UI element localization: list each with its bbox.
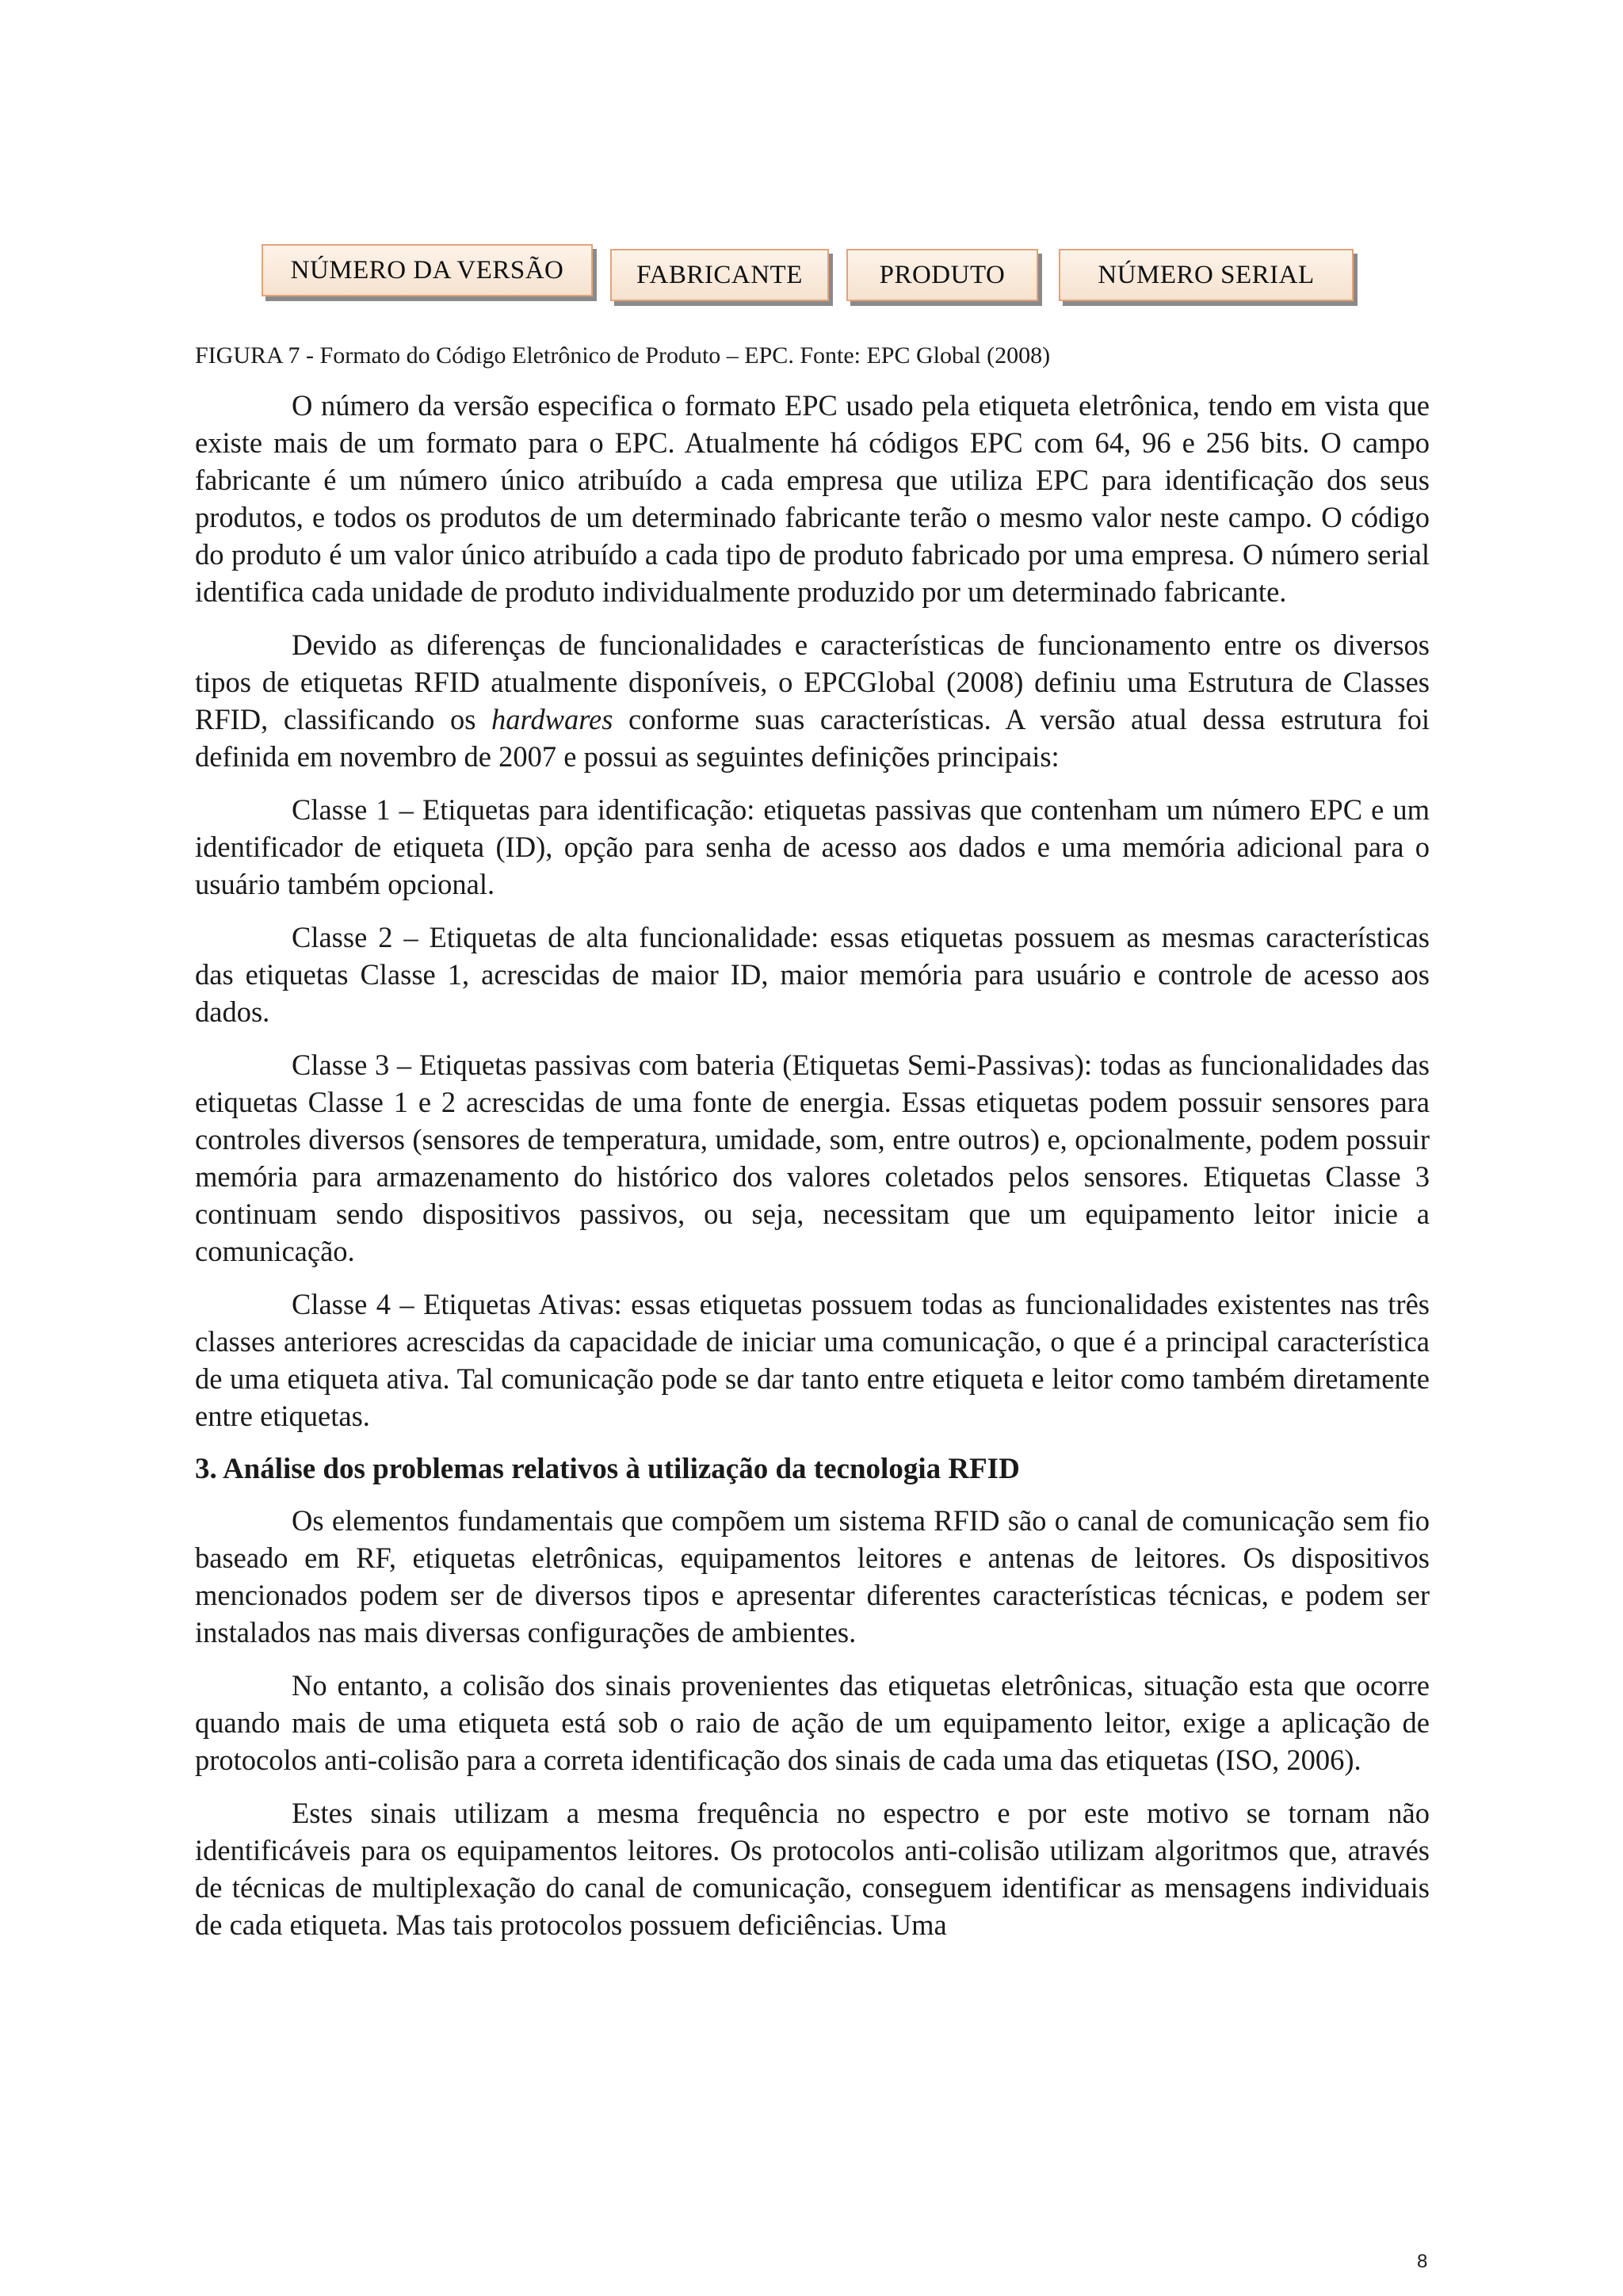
paragraph-signal-collision: No entanto, a colisão dos sinais provenientes das etiquetas eletrônicas, situação esta que ocorre quando mais de uma etiqueta está sob o raio de ação de um equipamento leitor, exige a aplicação de protocolos anti-colisão para a correta identificação dos sinais de cada uma das etiquetas (ISO, 2006). [195,1669,1430,1776]
epc-format-diagram [0,244,1623,308]
paragraph-class-2: Classe 2 – Etiquetas de alta funcionalidade: essas etiquetas possuem as mesmas características das etiquetas Classe 1, acrescidas de maior ID, maior memória para usuário e controle de acesso aos dados. [195,921,1430,1028]
paragraph-rfid-classes-intro: Devido as diferenças de funcionalidades e características de funcionamento entre os diversos tipos de etiquetas RFID atualmente disponíveis, o EPCGlobal (2008) definiu uma Estrutura de Classes RFID, classificando os hardwares conforme suas características. A versão atual dessa estrutura foi definida em novembro de 2007 e possui as seguintes definições principais: [195,628,1430,773]
paragraph-epc-fields: O número da versão especifica o formato EPC usado pela etiqueta eletrônica, tendo em vista que existe mais de um formato para o EPC. Atualmente há códigos EPC com 64, 96 e 256 bits. O campo fabricante é um número único atribuído a cada empresa que utiliza EPC para identificação dos seus produtos, e todos os produtos de um determinado fabricante terão o mesmo valor neste campo. O código do produto é um valor único atribuído a cada tipo de produto fabricado por uma empresa. O número serial identifica cada unidade de produto individualmente produzido por um determinado fabricante. [195,389,1430,608]
paragraph-class-1: Classe 1 – Etiquetas para identificação: etiquetas passivas que contenham um número EPC e um identificador de etiqueta (ID), opção para senha de acesso aos dados e uma memória adicional para o usuário também opcional. [195,793,1430,900]
italic-term: hardwares [491,703,613,735]
page-number: 8 [1417,2251,1428,2272]
manufacturer-box: FABRICANTE [610,249,829,301]
section-heading: 3. Análise dos problemas relativos à utilização da tecnologia RFID [195,1453,1020,1485]
paragraph-system-elements: Os elementos fundamentais que compõem um sistema RFID são o canal de comunicação sem fio baseado em RF, etiquetas eletrônicas, equipamentos leitores e antenas de leitores. Os dispositivos mencionados podem ser de diversos tipos e apresentar diferentes características técnicas, e podem ser instalados nas mais diversas configurações de ambientes. [195,1504,1430,1648]
paragraph-class-4: Classe 4 – Etiquetas Ativas: essas etiquetas possuem todas as funcionalidades existentes nas três classes anteriores acrescidas da capacidade de iniciar uma comunicação, o que é a principal característica de uma etiqueta ativa. Tal comunicação pode se dar tanto entre etiqueta e leitor como também diretamente entre etiquetas. [195,1288,1430,1432]
figure-caption: FIGURA 7 - Formato do Código Eletrônico de Produto – EPC. Fonte: EPC Global (2008) [195,342,1051,369]
serial-number-box: NÚMERO SERIAL [1059,249,1354,301]
paragraph-anti-collision: Estes sinais utilizam a mesma frequência no espectro e por este motivo se tornam não identificáveis para os equipamentos leitores. Os protocolos anti-colisão utilizam algoritmos que, através de técnicas de multiplexação do canal de comunicação, conseguem identificar as mensagens individuais de cada etiqueta. Mas tais protocolos possuem deficiências. Uma [195,1797,1430,1941]
document-body [195,387,1430,1959]
paragraph-class-3: Classe 3 – Etiquetas passivas com bateria (Etiquetas Semi-Passivas): todas as funcionalidades das etiquetas Classe 1 e 2 acrescidas de uma fonte de energia. Essas etiquetas podem possuir sensores para controles diversos (sensores de temperatura, umidade, som, entre outros) e, opcionalmente, podem possuir memória para armazenamento do histórico dos valores coletados pelos sensores. Etiquetas Classe 3 continuam sendo dispositivos passivos, ou seja, necessitam que um equipamento leitor inicie a comunicação. [195,1049,1430,1267]
product-box: PRODUTO [846,249,1038,301]
version-number-box: NÚMERO DA VERSÃO [262,244,593,296]
